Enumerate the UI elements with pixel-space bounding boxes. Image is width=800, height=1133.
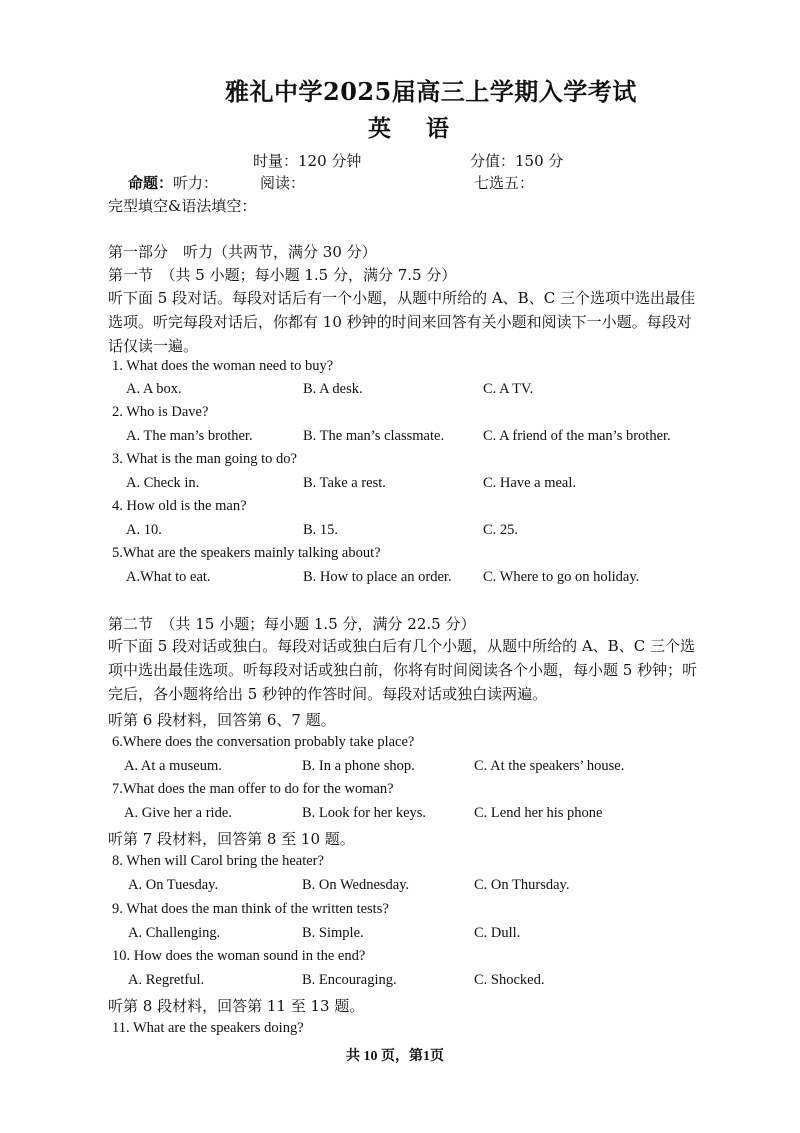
q5-option-c: C. Where to go on holiday. (483, 569, 640, 585)
q8-option-b: B. On Wednesday. (302, 877, 410, 893)
q5-option-a: A.What to eat. (126, 569, 211, 585)
q9-option-a: A. Challenging. (128, 925, 221, 941)
question-2: 2. Who is Dave? (112, 404, 209, 420)
seven-choose-five-label: 七选五： (474, 174, 535, 192)
q1-option-a: A. A box. (126, 381, 182, 397)
q6-option-c: C. At the speakers’ house. (474, 758, 625, 774)
q6-option-b: B. In a phone shop. (302, 758, 415, 774)
listening-label: 听力： (173, 174, 219, 192)
q9-option-b: B. Simple. (302, 925, 364, 941)
q3-option-c: C. Have a meal. (483, 475, 577, 491)
reading-label: 阅读： (260, 174, 306, 192)
section1-heading: 第一节 （共 5 小题；每小题 1.5 分，满分 7.5 分） (108, 266, 457, 284)
question-3: 3. What is the man going to do? (112, 451, 297, 467)
q9-option-c: C. Dull. (474, 925, 521, 941)
q6-option-a: A. At a museum. (124, 758, 222, 774)
exam-title: 雅礼中学2025届高三上学期入学考试 (225, 77, 637, 106)
subject-title: 英 语 (368, 115, 455, 142)
page-footer: 共 10 页，第1页 (346, 1049, 444, 1064)
q2-option-c: C. A friend of the man’s brother. (483, 428, 671, 444)
question-6: 6.Where does the conversation probably take place? (112, 734, 415, 750)
question-10: 10. How does the woman sound in the end? (112, 948, 366, 964)
q2-option-a: A. The man’s brother. (126, 428, 253, 444)
question-7: 7.What does the man offer to do for the woman? (112, 781, 394, 797)
q3-option-b: B. Take a rest. (303, 475, 386, 491)
q10-option-c: C. Shocked. (474, 972, 545, 988)
section1-instructions: 听下面 5 段对话。每段对话后有一个小题，从题中所给的 A、B、C 三个选项中选出最佳选项。听完每段对话后，你都有 10 秒钟的时间来回答有关小题和阅读下一小题。每段对话仅读一遍。 (108, 289, 695, 355)
q3-option-a: A. Check in. (126, 475, 200, 491)
cloze-label: 完型填空&语法填空： (108, 197, 257, 215)
q10-option-b: B. Encouraging. (302, 972, 397, 988)
q4-option-b: B. 15. (303, 522, 339, 538)
material-6-instruction: 听第 6 段材料，回答第 6、7 题。 (108, 711, 336, 729)
material-8-instruction: 听第 8 段材料，回答第 11 至 13 题。 (108, 997, 365, 1015)
question-9: 9. What does the man think of the written tests? (112, 901, 389, 917)
q7-option-a: A. Give her a ride. (124, 805, 232, 821)
q10-option-a: A. Regretful. (128, 972, 205, 988)
question-4: 4. How old is the man? (112, 498, 247, 514)
section2-instructions: 听下面 5 段对话或独白。每段对话或独白后有几个小题，从题中所给的 A、B、C 三个选项中选出最佳选项。听每段对话或独白前，你将有时间阅读各个小题，每小题 5 秒钟；听完后，各小题将给出 5 秒钟的作答时间。每段对话或独白读两遍。 (108, 637, 698, 703)
q4-option-c: C. 25. (483, 522, 519, 538)
q8-option-c: C. On Thursday. (474, 877, 570, 893)
question-11: 11. What are the speakers doing? (112, 1020, 304, 1036)
q5-option-b: B. How to place an order. (303, 569, 452, 585)
proposer-label: 命题： (128, 174, 174, 192)
material-7-instruction: 听第 7 段材料，回答第 8 至 10 题。 (108, 830, 355, 848)
proposer-line (128, 172, 218, 193)
question-8: 8. When will Carol bring the heater? (112, 853, 324, 869)
total-score: 分值：150 分 (470, 152, 564, 170)
part1-heading: 第一部分 听力（共两节，满分 30 分） (108, 243, 377, 261)
q7-option-b: B. Look for her keys. (302, 805, 427, 821)
q8-option-a: A. On Tuesday. (128, 877, 219, 893)
time-limit: 时量：120 分钟 (253, 152, 362, 170)
q1-option-b: B. A desk. (303, 381, 363, 397)
q4-option-a: A. 10. (126, 522, 162, 538)
q1-option-c: C. A TV. (483, 381, 534, 397)
q7-option-c: C. Lend her his phone (474, 805, 603, 821)
q2-option-b: B. The man’s classmate. (303, 428, 445, 444)
section2-heading: 第二节 （共 15 小题；每小题 1.5 分，满分 22.5 分） (108, 615, 476, 633)
question-5: 5.What are the speakers mainly talking about? (112, 545, 381, 561)
question-1: 1. What does the woman need to buy? (112, 358, 334, 374)
